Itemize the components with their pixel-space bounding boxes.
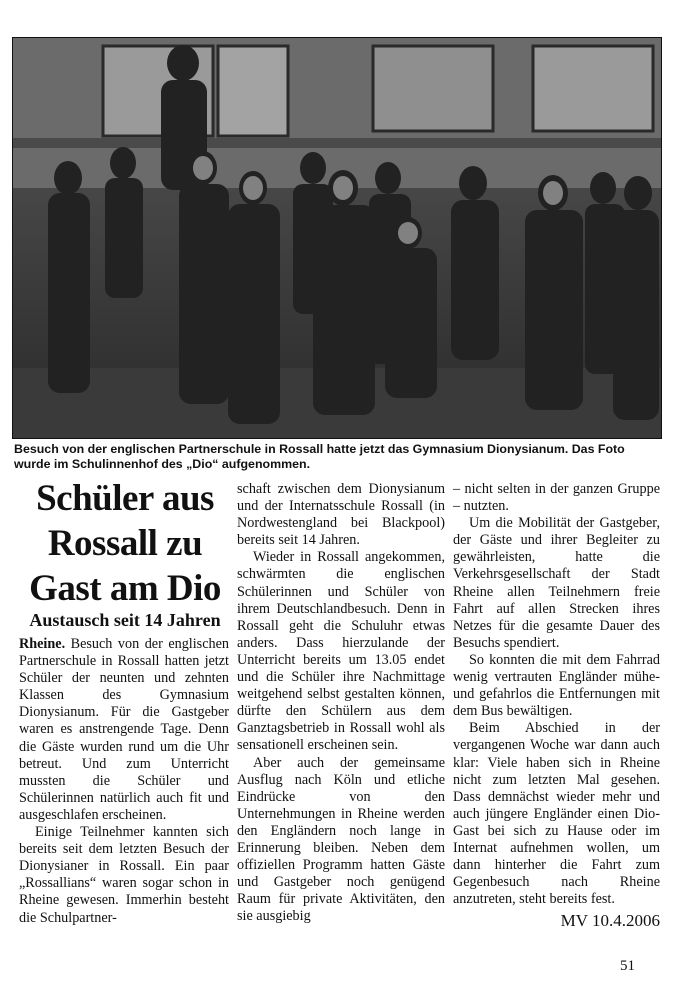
article-paragraph: Rheine. Besuch von der englischen Partnerschule in Rossall hatten jetzt Schüler der neunten und zehnten Klassen des Gymnasium Dionysianum. Für die Gastgeber waren es anstrengende Tage. Denn die Gäste wurden rund um die Uhr betreut. Und zum Unterricht mussten die Schüler und Schülerinnen natürlich auch fit und ausgeschlafen erscheinen.: [19, 636, 229, 823]
photo-caption: Besuch von der englischen Partnerschule in Rossall hatte jetzt das Gymnasium Dionysianum. Das Foto wurde im Schulinnenhof des „Dio“ aufgenommen.: [14, 442, 625, 471]
group-photo: [12, 37, 662, 439]
dateline: MV 10.4.2006: [560, 911, 660, 931]
article-subheadline: Austausch seit 14 Jahren: [29, 610, 221, 630]
article-column-1: [19, 636, 229, 927]
article-paragraph: Aber auch der gemeinsame Ausflug nach Köln und etliche Eindrücke von den Unternehmungen in Rheine werden den Engländern noch lange in Erinnerung bleiben. Neben dem offiziellen Programm hatten Gäste und Gastgeber noch genügend Raum für private Aktivitäten, den sie ausgiebig: [237, 754, 445, 925]
article-paragraph: So konnten die mit dem Fahrrad wenig vertrauten Engländer mühe- und gefahrlos die Entfernungen mit dem Bus bewältigen.: [453, 651, 660, 720]
article-place: Rheine.: [19, 636, 66, 652]
article-column-2: [237, 481, 445, 925]
article-headline: Schüler aus Rossall zu Gast am Dio: [29, 478, 221, 609]
article-paragraph: Einige Teilnehmer kannten sich bereits seit dem letzten Besuch der Dionysianer in Rossall. Ein paar „Rossallians“ waren sogar schon in Rheine gewesen. Immerhin besteht die Schulpartner-: [19, 824, 229, 926]
article-column-3: [453, 481, 660, 932]
page-number: 51: [620, 958, 635, 974]
article-paragraph: Wieder in Rossall angekommen, schwärmten die englischen Schülerinnen und Schüler von ihrem Deutschlandbesuch. Denn in Rossall geht die Schuluhr etwas anders. Dass hierzulande der Unterricht bereits um 13.05 endet und die Schüler ihre Nachmittage weitgehend selbst gestalten können, dürfte den Schülern aus dem Ganztagsbetrieb in Rossall wohl als sensationell erscheinen sein.: [237, 549, 445, 754]
article-paragraph: – nicht selten in der ganzen Gruppe – nutzten.: [453, 481, 660, 515]
article-paragraph: schaft zwischen dem Dionysianum und der Internatsschule Rossall (in Nordwestengland bei Blackpool) bereits seit 14 Jahren.: [237, 481, 445, 549]
article-paragraph: Beim Abschied in der vergangenen Woche war dann auch klar: Viele haben sich in Rheine nicht zum letzten Mal gesehen. Dass demnächst wieder mehr und auch jüngere Engländer einen Dio-Gast bei sich zu Hause oder im Internat aufnehmen wollen, um dann hinterher die Fahrt zum Gegenbesuch nach Rheine anzutreten, steht bereits fest.: [453, 720, 660, 908]
group-photo-icon: [13, 38, 661, 438]
article-paragraph: Um die Mobilität der Gastgeber, der Gäste und ihrer Begleiter zu gewährleisten, hatte die Verkehrsgesellschaft der Stadt Rheine allen Teilnehmern freie Fahrt auf allen Strecken ihres Netzes für die gesamte Dauer des Besuchs spendiert.: [453, 515, 660, 651]
